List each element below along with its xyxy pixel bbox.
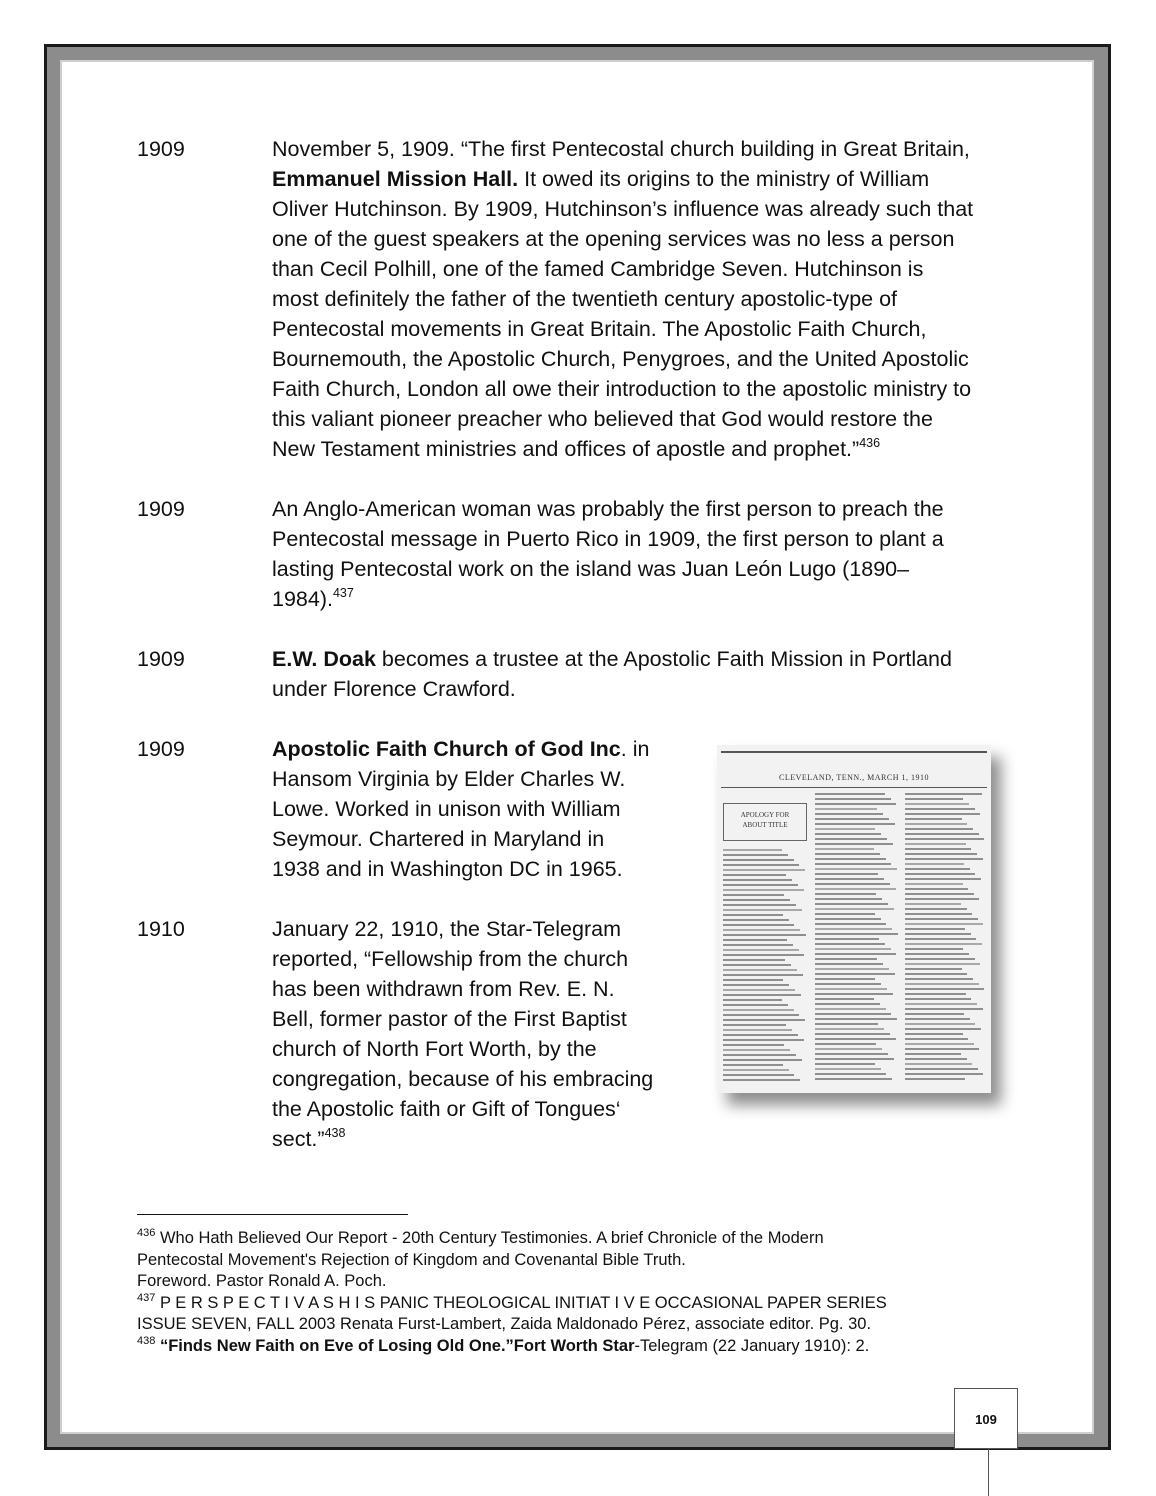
text-line: Pentecostal message in Puerto Rico in 1909, the first person to plant a bbox=[272, 527, 944, 551]
clipping-headline-line: APOLOGY FOR bbox=[740, 811, 790, 819]
clipping-print-line bbox=[905, 948, 963, 950]
clipping-print-line bbox=[815, 793, 885, 795]
clipping-print-line bbox=[723, 869, 805, 871]
clipping-column-3 bbox=[905, 793, 985, 1085]
text-line bbox=[272, 734, 692, 764]
clipping-print-line bbox=[815, 868, 897, 870]
clipping-print-line bbox=[815, 943, 885, 945]
clipping-print-line bbox=[905, 903, 961, 905]
clipping-print-line bbox=[815, 983, 881, 985]
clipping-print-line bbox=[815, 1038, 896, 1040]
clipping-print-line bbox=[905, 893, 974, 895]
footnote-number: 437 bbox=[137, 1291, 156, 1304]
clipping-print-line bbox=[905, 908, 967, 910]
clipping-print-line bbox=[815, 923, 886, 925]
text-line: Seymour. Chartered in Maryland in bbox=[272, 827, 605, 851]
text-line: reported, “Fellowship from the church bbox=[272, 947, 629, 971]
clipping-print-line bbox=[815, 878, 884, 880]
clipping-print-line bbox=[815, 873, 878, 875]
clipping-print-line bbox=[905, 1023, 975, 1025]
clipping-print-line bbox=[723, 1074, 794, 1076]
text-line: Oliver Hutchinson. By 1909, Hutchinson’s influence was already such that bbox=[272, 197, 974, 221]
footnote-436 bbox=[137, 1228, 1037, 1250]
clipping-print-line bbox=[815, 1028, 884, 1030]
clipping-print-line bbox=[723, 979, 783, 981]
text-line: Faith Church, London all owe their introduction to the apostolic ministry to bbox=[272, 377, 972, 401]
clipping-print-line bbox=[815, 958, 877, 960]
clipping-print-line bbox=[905, 813, 980, 815]
clipping-print-line bbox=[905, 868, 970, 870]
clipping-print-line bbox=[723, 889, 804, 891]
clipping-print-line bbox=[815, 813, 883, 815]
footnote-ref: 436 bbox=[859, 436, 881, 450]
newspaper-clipping-image bbox=[717, 745, 991, 1093]
clipping-print-line bbox=[905, 843, 966, 845]
text-line: Bournemouth, the Apostolic Church, Penygroes, and the United Apostolic bbox=[272, 347, 969, 371]
clipping-print-line bbox=[815, 823, 895, 825]
clipping-print-line bbox=[905, 933, 971, 935]
clipping-print-line bbox=[905, 803, 969, 805]
clipping-print-line bbox=[815, 843, 893, 845]
clipping-print-line bbox=[905, 833, 979, 835]
clipping-column-2 bbox=[815, 793, 899, 1085]
bold-name: E.W. Doak bbox=[272, 647, 376, 671]
text-run: It owed its origins to the ministry of William bbox=[518, 167, 930, 191]
clipping-print-line bbox=[905, 838, 984, 840]
text-line bbox=[272, 1124, 692, 1154]
clipping-masthead: CLEVELAND, TENN., MARCH 1, 1910 bbox=[778, 773, 929, 782]
clipping-print-line bbox=[723, 1034, 798, 1036]
clipping-print-line bbox=[905, 898, 979, 900]
entry-year: 1909 bbox=[137, 497, 185, 521]
text-run: sect.” bbox=[272, 1127, 325, 1151]
clipping-print-line bbox=[815, 933, 898, 935]
clipping-print-line bbox=[815, 853, 880, 855]
clipping-print-line bbox=[905, 1068, 978, 1070]
clipping-print-line bbox=[905, 923, 983, 925]
footnote-text: P E R S P E C T I V A S H I S PANIC THEOLOGICAL INITIAT I V E OCCASIONAL PAPER SERIES bbox=[155, 1293, 887, 1312]
clipping-print-line bbox=[905, 1013, 964, 1015]
clipping-print-line bbox=[905, 1048, 979, 1050]
clipping-headline-box bbox=[723, 803, 807, 841]
clipping-print-line bbox=[815, 998, 874, 1000]
text-line: An Anglo-American woman was probably the first person to preach the bbox=[272, 497, 944, 521]
clipping-print-line bbox=[815, 978, 875, 980]
clipping-print-line bbox=[723, 939, 787, 941]
clipping-print-line bbox=[905, 823, 967, 825]
text-run: becomes a trustee at the Apostolic Faith Mission in Portland bbox=[375, 647, 952, 671]
entry-year: 1909 bbox=[137, 137, 185, 161]
clipping-print-line bbox=[723, 1019, 805, 1021]
clipping-print-line bbox=[723, 1004, 788, 1006]
footnote-title: “Finds New Faith on Eve of Losing Old One.” bbox=[155, 1336, 514, 1355]
clipping-print-line bbox=[723, 899, 790, 901]
clipping-print-line bbox=[905, 973, 967, 975]
clipping-print-line bbox=[905, 828, 973, 830]
text-line bbox=[272, 164, 1032, 194]
clipping-print-line bbox=[905, 1033, 963, 1035]
footnote-text: Who Hath Believed Our Report - 20th Century Testimonies. A brief Chronicle of the Modern bbox=[155, 1229, 824, 1247]
clipping-print-line bbox=[815, 863, 891, 865]
clipping-print-line bbox=[723, 934, 806, 936]
text-line: congregation, because of his embracing bbox=[272, 1067, 654, 1091]
clipping-print-line bbox=[905, 928, 965, 930]
clipping-print-line bbox=[905, 1018, 970, 1020]
page-number: 109 bbox=[954, 1388, 1018, 1449]
clipping-print-line bbox=[905, 983, 979, 985]
text-line: under Florence Crawford. bbox=[272, 677, 516, 701]
clipping-print-line bbox=[723, 1059, 802, 1061]
clipping-print-line bbox=[905, 1008, 983, 1010]
clipping-print-line bbox=[815, 893, 876, 895]
clipping-print-line bbox=[815, 828, 875, 830]
text-line: this valiant pioneer preacher who believed that God would restore the bbox=[272, 407, 933, 431]
clipping-print-line bbox=[815, 883, 890, 885]
clipping-print-line bbox=[815, 858, 886, 860]
text-line bbox=[272, 644, 1032, 674]
text-line: November 5, 1909. “The first Pentecostal church building in Great Britain, bbox=[272, 137, 970, 161]
text-line: lasting Pentecostal work on the island was Juan León Lugo (1890– bbox=[272, 557, 910, 581]
clipping-print-line bbox=[723, 929, 800, 931]
clipping-print-line bbox=[905, 958, 975, 960]
clipping-print-line bbox=[815, 953, 896, 955]
clipping-print-line bbox=[905, 1078, 965, 1080]
text-line: Pentecostal movements in Great Britain. The Apostolic Faith Church, bbox=[272, 317, 927, 341]
footnote-text: ISSUE SEVEN, FALL 2003 Renata Furst-Lambert, Zaida Maldonado Pérez, associate editor. Pg. 30. bbox=[137, 1315, 872, 1333]
clipping-print-line bbox=[815, 1033, 890, 1035]
footnote-source: Fort Worth Star bbox=[513, 1336, 635, 1355]
clipping-print-line bbox=[905, 968, 962, 970]
clipping-print-line bbox=[723, 954, 804, 956]
clipping-print-line bbox=[723, 944, 793, 946]
clipping-print-line bbox=[905, 878, 981, 880]
entry-text bbox=[272, 644, 1032, 704]
clipping-print-line bbox=[905, 883, 963, 885]
clipping-print-line bbox=[815, 1018, 897, 1020]
footnote-438 bbox=[137, 1336, 1037, 1358]
clipping-print-line bbox=[905, 953, 969, 955]
clipping-print-line bbox=[723, 1069, 789, 1071]
entry-text bbox=[272, 914, 692, 1154]
clipping-print-line bbox=[815, 848, 874, 850]
clipping-print-line bbox=[815, 1073, 886, 1075]
clipping-print-line bbox=[723, 1024, 786, 1026]
clipping-print-line bbox=[723, 874, 786, 876]
clipping-print-line bbox=[905, 1063, 972, 1065]
bold-name: Apostolic Faith Church of God Inc bbox=[272, 737, 621, 761]
clipping-print-line bbox=[723, 964, 791, 966]
clipping-print-line bbox=[815, 833, 881, 835]
footnote-text: -Telegram (22 January 1910): 2. bbox=[634, 1336, 870, 1355]
text-line: has been withdrawn from Rev. E. N. bbox=[272, 977, 615, 1001]
clipping-print-line bbox=[815, 888, 896, 890]
clipping-print-line bbox=[905, 863, 964, 865]
clipping-print-line bbox=[723, 969, 797, 971]
clipping-print-line bbox=[905, 963, 980, 965]
text-line bbox=[272, 584, 1032, 614]
clipping-print-line bbox=[815, 808, 877, 810]
clipping-print-line bbox=[815, 938, 879, 940]
text-line: Bell, former pastor of the First Baptist bbox=[272, 1007, 627, 1031]
clipping-print-line bbox=[723, 854, 788, 856]
clipping-print-line bbox=[905, 978, 973, 980]
clipping-print-line bbox=[905, 943, 982, 945]
clipping-print-line bbox=[815, 798, 891, 800]
clipping-print-line bbox=[723, 1009, 794, 1011]
clipping-print-line bbox=[905, 818, 962, 820]
clipping-print-line bbox=[815, 803, 896, 805]
clipping-print-line bbox=[815, 1008, 886, 1010]
clipping-print-line bbox=[815, 1058, 894, 1060]
clipping-print-line bbox=[905, 988, 984, 990]
clipping-print-line bbox=[723, 919, 789, 921]
text-line: most definitely the father of the twentieth century apostolic-type of bbox=[272, 287, 898, 311]
clipping-print-line bbox=[905, 913, 972, 915]
clipping-print-line bbox=[905, 858, 983, 860]
clipping-print-line bbox=[723, 1049, 790, 1051]
clipping-print-line bbox=[723, 1044, 784, 1046]
text-line: Lowe. Worked in unison with William bbox=[272, 797, 621, 821]
footnotes bbox=[137, 1228, 1037, 1357]
clipping-print-line bbox=[815, 913, 875, 915]
text-line: January 22, 1910, the Star-Telegram bbox=[272, 917, 621, 941]
clipping-print-line bbox=[723, 909, 802, 911]
text-line: than Cecil Polhill, one of the famed Cambridge Seven. Hutchinson is bbox=[272, 257, 924, 281]
clipping-top-rule bbox=[721, 751, 987, 753]
text-line: the Apostolic faith or Gift of Tongues‘ bbox=[272, 1097, 621, 1121]
footnote-number: 438 bbox=[137, 1334, 156, 1347]
clipping-print-line bbox=[815, 898, 882, 900]
clipping-print-line bbox=[905, 793, 982, 795]
entry-year: 1909 bbox=[137, 737, 185, 761]
footnote-number: 436 bbox=[137, 1227, 156, 1239]
clipping-print-line bbox=[723, 904, 796, 906]
clipping-print-line bbox=[723, 999, 782, 1001]
text-line: 1938 and in Washington DC in 1965. bbox=[272, 857, 623, 881]
page-number-tick bbox=[988, 1449, 989, 1496]
clipping-print-line bbox=[815, 1063, 875, 1065]
clipping-print-line bbox=[815, 993, 893, 995]
text-line: church of North Fort Worth, by the bbox=[272, 1037, 597, 1061]
clipping-print-line bbox=[815, 1068, 881, 1070]
clipping-print-line bbox=[815, 1048, 882, 1050]
clipping-print-line bbox=[905, 918, 978, 920]
clipping-print-line bbox=[815, 918, 881, 920]
clipping-print-line bbox=[905, 1053, 961, 1055]
clipping-print-line bbox=[723, 1064, 783, 1066]
text-run: 1984). bbox=[272, 587, 333, 611]
clipping-print-line bbox=[815, 1053, 888, 1055]
clipping-print-line bbox=[905, 808, 975, 810]
text-line: one of the guest speakers at the opening services was no less a person bbox=[272, 227, 955, 251]
clipping-print-line bbox=[723, 1029, 792, 1031]
clipping-print-line bbox=[905, 993, 966, 995]
clipping-print-line bbox=[723, 994, 801, 996]
clipping-header-rule bbox=[721, 787, 987, 788]
clipping-print-line bbox=[723, 914, 783, 916]
clipping-column-1 bbox=[723, 849, 807, 1085]
clipping-print-line bbox=[905, 1058, 967, 1060]
clipping-print-line bbox=[905, 938, 976, 940]
clipping-print-line bbox=[815, 838, 887, 840]
clipping-print-line bbox=[723, 894, 784, 896]
clipping-print-line bbox=[723, 884, 798, 886]
clipping-print-line bbox=[815, 903, 888, 905]
clipping-print-line bbox=[723, 924, 794, 926]
clipping-print-line bbox=[723, 974, 803, 976]
clipping-print-line bbox=[723, 849, 782, 851]
clipping-print-line bbox=[815, 1023, 878, 1025]
footnote-ref: 438 bbox=[324, 1126, 346, 1140]
clipping-print-line bbox=[905, 1073, 983, 1075]
clipping-print-line bbox=[723, 959, 785, 961]
clipping-print-line bbox=[815, 988, 887, 990]
clipping-print-line bbox=[723, 1079, 800, 1081]
clipping-print-line bbox=[905, 1038, 968, 1040]
clipping-print-line bbox=[815, 963, 883, 965]
clipping-print-line bbox=[723, 1054, 796, 1056]
clipping-print-line bbox=[815, 1003, 880, 1005]
clipping-print-line bbox=[723, 989, 795, 991]
clipping-print-line bbox=[815, 1013, 891, 1015]
entry-year: 1910 bbox=[137, 917, 185, 941]
footnote-437 bbox=[137, 1293, 1037, 1315]
footnote-separator bbox=[137, 1214, 408, 1215]
clipping-print-line bbox=[905, 998, 971, 1000]
entry-text bbox=[272, 134, 1032, 464]
clipping-print-line bbox=[815, 928, 892, 930]
clipping-print-line bbox=[723, 949, 799, 951]
text-line bbox=[272, 434, 1032, 464]
clipping-print-line bbox=[815, 1043, 876, 1045]
footnote-ref: 437 bbox=[332, 586, 354, 600]
text-run: New Testament ministries and offices of apostle and prophet.” bbox=[272, 437, 860, 461]
text-line: Hansom Virginia by Elder Charles W. bbox=[272, 767, 626, 791]
clipping-print-line bbox=[723, 859, 794, 861]
footnote-text: Foreword. Pastor Ronald A. Poch. bbox=[137, 1272, 387, 1290]
clipping-print-line bbox=[723, 864, 799, 866]
text-run: . in bbox=[620, 737, 650, 761]
clipping-print-line bbox=[815, 908, 894, 910]
bold-name: Emmanuel Mission Hall. bbox=[272, 167, 519, 191]
clipping-print-line bbox=[905, 853, 977, 855]
clipping-print-line bbox=[723, 1014, 799, 1016]
clipping-print-line bbox=[815, 1078, 892, 1080]
entry-text bbox=[272, 734, 692, 884]
clipping-print-line bbox=[723, 1039, 804, 1041]
clipping-print-line bbox=[815, 818, 889, 820]
clipping-print-line bbox=[815, 968, 889, 970]
clipping-print-line bbox=[815, 948, 891, 950]
clipping-print-line bbox=[905, 798, 963, 800]
clipping-print-line bbox=[905, 873, 975, 875]
footnote-text: Pentecostal Movement's Rejection of Kingdom and Covenantal Bible Truth. bbox=[137, 1250, 686, 1269]
clipping-print-line bbox=[815, 973, 895, 975]
clipping-print-line bbox=[723, 984, 789, 986]
clipping-print-line bbox=[905, 1003, 977, 1005]
entry-year: 1909 bbox=[137, 647, 185, 671]
clipping-print-line bbox=[905, 1043, 974, 1045]
entry-text bbox=[272, 494, 1032, 614]
clipping-print-line bbox=[905, 888, 968, 890]
clipping-headline-line: ABOUT TITLE bbox=[742, 821, 788, 829]
clipping-print-line bbox=[905, 848, 971, 850]
clipping-print-line bbox=[905, 1028, 981, 1030]
clipping-print-line bbox=[723, 879, 792, 881]
